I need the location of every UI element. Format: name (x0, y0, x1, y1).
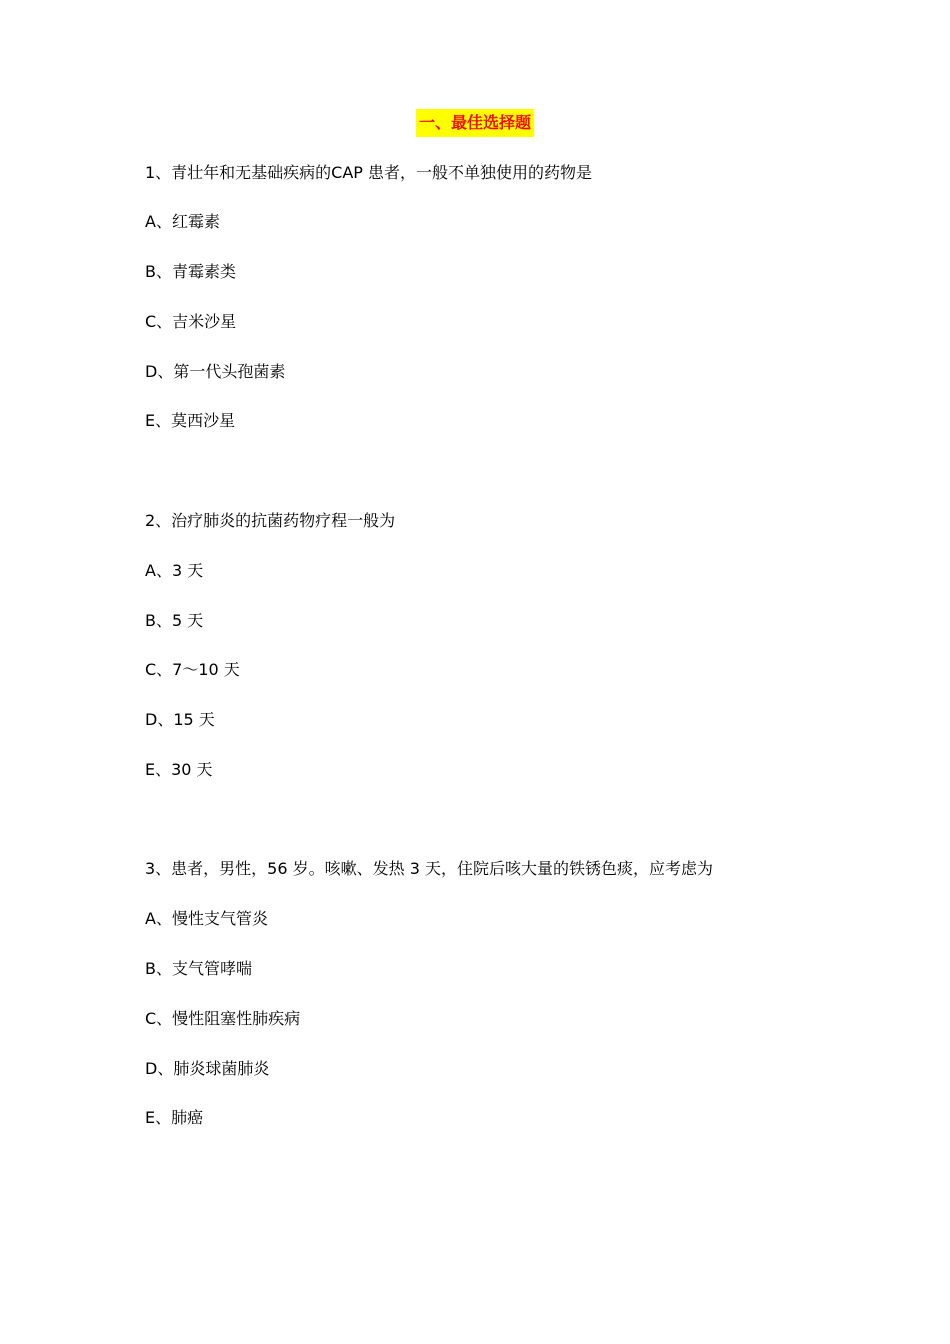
question-1-option-d: D、第一代头孢菌素 (145, 362, 286, 381)
question-1-option-a: A、红霉素 (145, 212, 220, 231)
question-1-option-c: C、吉米沙星 (145, 312, 237, 331)
question-2-option-d: D、15 天 (145, 710, 215, 729)
question-3-option-d: D、肺炎球菌肺炎 (145, 1059, 270, 1078)
question-1-option-b: B、青霉素类 (145, 262, 236, 281)
question-3-option-a: A、慢性支气管炎 (145, 909, 268, 928)
question-3-option-e: E、肺癌 (145, 1108, 204, 1127)
question-2-option-e: E、30 天 (145, 760, 213, 779)
question-1-option-e: E、莫西沙星 (145, 411, 236, 430)
question-3-option-c: C、慢性阻塞性肺疾病 (145, 1009, 301, 1028)
question-2-stem: 2、治疗肺炎的抗菌药物疗程一般为 (145, 511, 396, 530)
question-3-option-b: B、支气管哮喘 (145, 959, 252, 978)
section-title: 一、最佳选择题 (416, 109, 534, 137)
question-2-option-b: B、5 天 (145, 611, 204, 630)
question-1-stem: 1、青壮年和无基础疾病的CAP 患者，一般不单独使用的药物是 (145, 163, 593, 182)
question-2-option-c: C、7～10 天 (145, 660, 240, 679)
question-2-option-a: A、3 天 (145, 561, 204, 580)
question-3-stem: 3、患者，男性，56 岁。咳嗽、发热 3 天，住院后咳大量的铁锈色痰，应考虑为 (145, 859, 713, 878)
